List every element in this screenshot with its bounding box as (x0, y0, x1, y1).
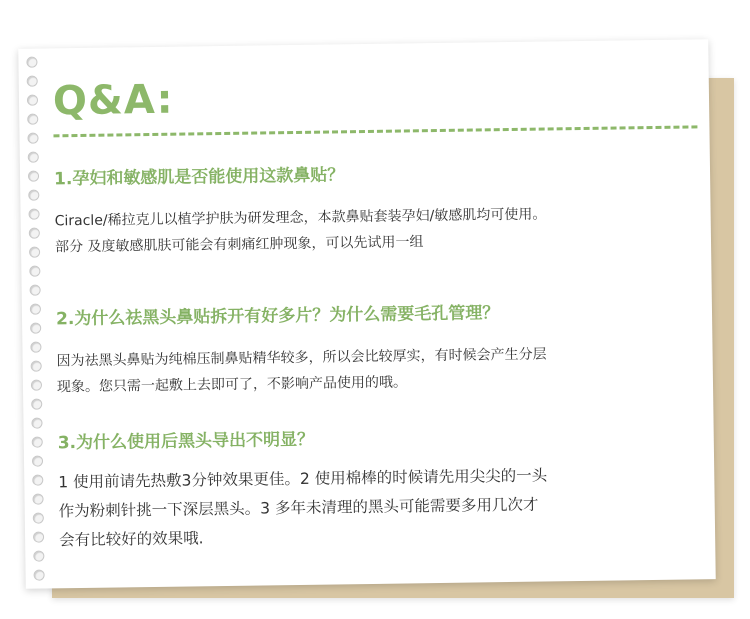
binder-hole (32, 437, 43, 448)
binder-hole (30, 323, 41, 334)
binder-holes (26, 57, 47, 581)
binder-hole (28, 171, 39, 182)
answer-3-line-1: 1 使用前请先热敷3分钟效果更佳。2 使用棉棒的时候请先用尖尖的一头 (58, 466, 548, 492)
binder-hole (31, 399, 42, 410)
question-1: 1.孕妇和敏感肌是否能使用这款鼻贴？ (53, 165, 345, 190)
binder-hole (33, 551, 44, 562)
answer-2-line-2: 现象。您只需一起敷上去即可了，不影响产品使用的哦。 (56, 374, 408, 396)
dashed-divider (53, 125, 697, 137)
page-title: Q&A: (52, 76, 174, 125)
binder-hole (29, 228, 40, 239)
binder-hole (32, 456, 43, 467)
binder-hole (26, 57, 37, 68)
binder-hole (29, 266, 40, 277)
binder-hole (28, 190, 39, 201)
notebook-paper (18, 39, 715, 589)
binder-hole (32, 494, 43, 505)
answer-1-line-1: Ciracle/稀拉克儿以植学护肤为研发理念，本款鼻贴套装孕妇/敏感肌均可使用。 (54, 206, 547, 230)
binder-hole (33, 532, 44, 543)
binder-hole (34, 570, 45, 581)
binder-hole (30, 304, 41, 315)
binder-hole (29, 247, 40, 258)
binder-hole (30, 342, 41, 353)
question-3: 3.为什么使用后黑头导出不明显？ (57, 429, 315, 454)
answer-2-line-1: 因为祛黑头鼻贴为纯棉压制鼻贴精华较多，所以会比较厚实，有时候会产生分层 (56, 346, 547, 370)
binder-hole (27, 76, 38, 87)
binder-hole (28, 209, 39, 220)
answer-2 (56, 340, 677, 401)
binder-hole (31, 361, 42, 372)
binder-hole (28, 152, 39, 163)
binder-hole (27, 133, 38, 144)
binder-hole (30, 285, 41, 296)
binder-hole (31, 418, 42, 429)
binder-hole (33, 513, 44, 524)
binder-hole (27, 114, 38, 125)
answer-3-line-2: 作为粉刺针挑一下深层黑头。3 多年未清理的黑头可能需要多用几次才 (58, 495, 539, 521)
answer-3-line-3: 会有比较好的效果哦. (59, 529, 204, 550)
answer-3 (58, 460, 679, 556)
question-2: 2.为什么祛黑头鼻贴拆开有好多片？为什么需要毛孔管理？ (55, 303, 500, 330)
answer-1-line-2: 部分 及度敏感肌肤可能会有刺痛红肿现象，可以先试用一组 (54, 234, 424, 256)
binder-hole (27, 95, 38, 106)
answer-1 (54, 200, 675, 261)
binder-hole (32, 475, 43, 486)
binder-hole (31, 380, 42, 391)
